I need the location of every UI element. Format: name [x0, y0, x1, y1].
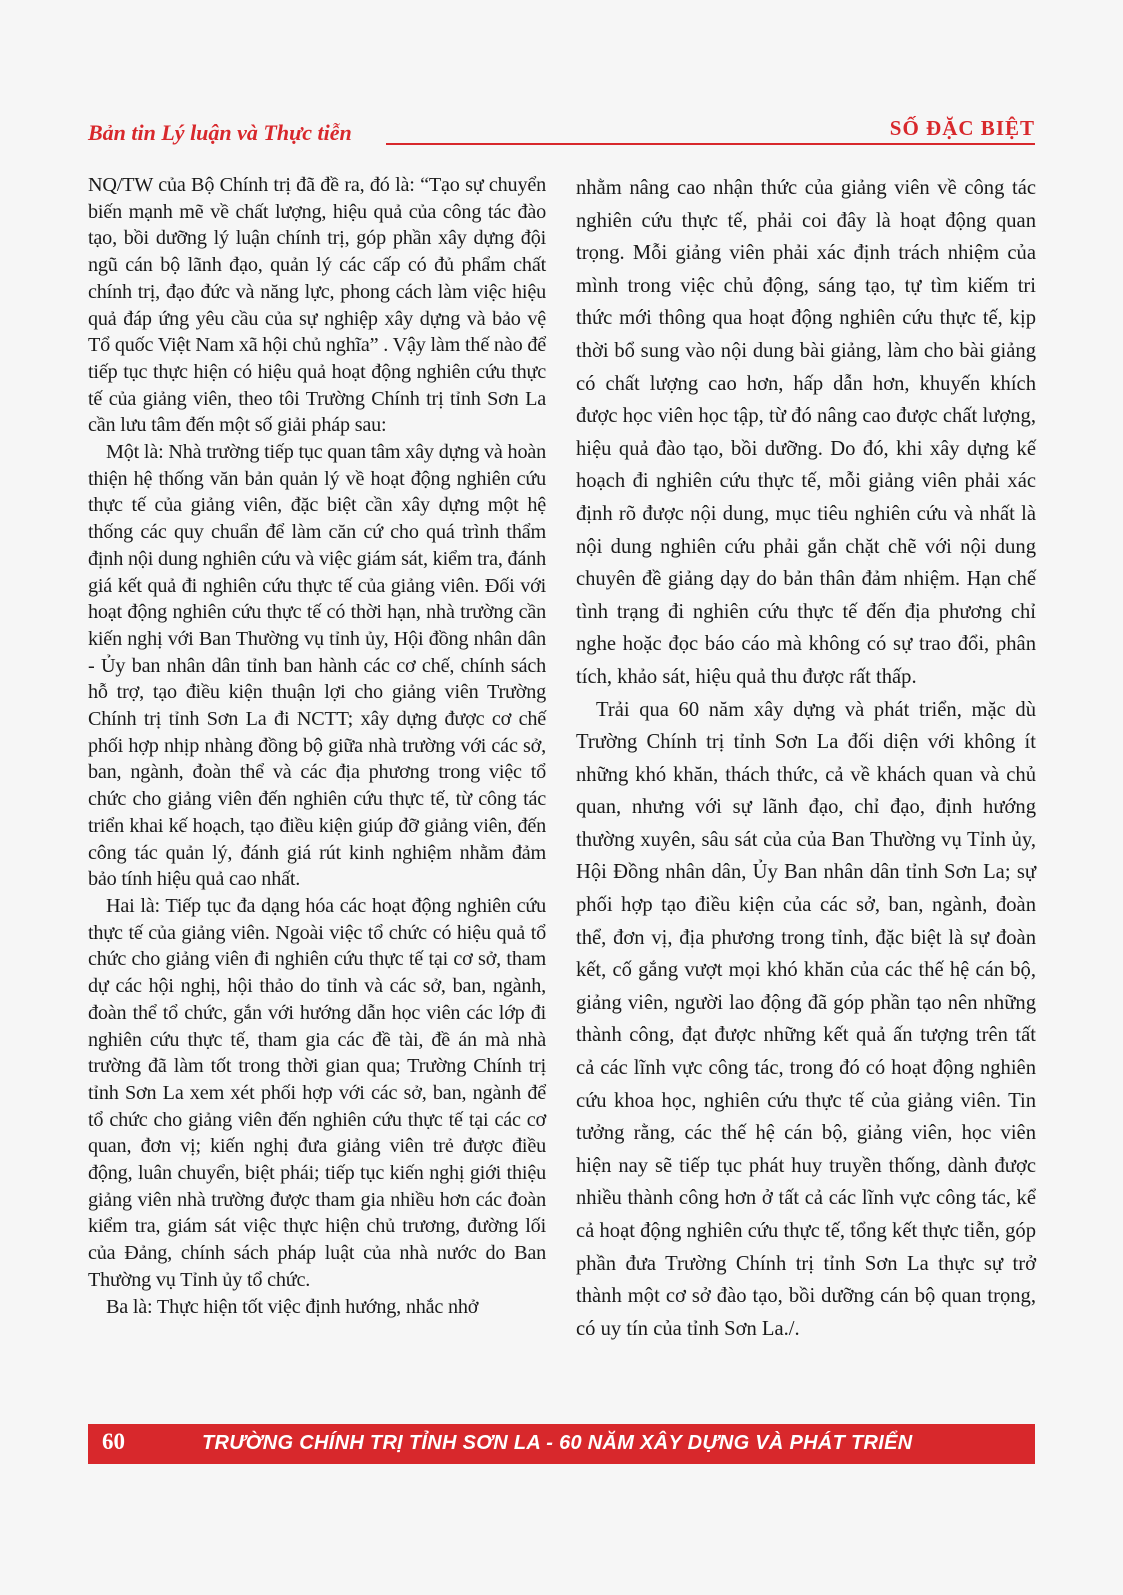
- paragraph: NQ/TW của Bộ Chính trị đã đề ra, đó là: “Tạo sự chuyển biến mạnh mẽ về chất lượng, hiệu quả của công tác đào tạo, bồi dưỡng lý luận chính trị, góp phần xây dựng đội ngũ cán bộ lãnh đạo, quản lý các cấp có đủ phẩm chất chính trị, đạo đức và năng lực, phong cách làm việc hiệu quả đáp ứng yêu cầu của sự nghiệp xây dựng và bảo vệ Tổ quốc Việt Nam xã hội chủ nghĩa” . Vậy làm thế nào để tiếp tục thực hiện có hiệu quả hoạt động nghiên cứu thực tế của giảng viên, theo tôi Trường Chính trị tỉnh Sơn La cần lưu tâm đến một số giải pháp sau:: [88, 174, 546, 437]
- publication-title: Bản tin Lý luận và Thực tiễn: [88, 120, 352, 145]
- paragraph: Một là: Nhà trường tiếp tục quan tâm xây dựng và hoàn thiện hệ thống văn bản quản lý về hoạt động nghiên cứu thực tế của giảng viên, đặc biệt cần xây dựng một hệ thống các quy chuẩn để làm căn cứ cho quá trình thẩm định nội dung nghiên cứu và việc giám sát, kiểm tra, đánh giá kết quả đi nghiên cứu thực tế của giảng viên. Đối với hoạt động nghiên cứu thực tế có thời hạn, nhà trường cần kiến nghị với Ban Thường vụ tỉnh ủy, Hội đồng nhân dân - Ủy ban nhân dân tỉnh ban hành các cơ chế, chính sách hỗ trợ, tạo điều kiện thuận lợi cho giảng viên Trường Chính trị tỉnh Sơn La đi NCTT; xây dựng được cơ chế phối hợp nhịp nhàng đồng bộ giữa nhà trường với các sở, ban, ngành, đoàn thể và các địa phương trong việc tổ chức cho giảng viên đến nghiên cứu thực tế, từ công tác triển khai kế hoạch, tạo điều kiện giúp đỡ giảng viên, đến công tác quản lý, đánh giá rút kinh nghiệm nhằm đảm bảo tính hiệu quả cao nhất.: [88, 441, 546, 891]
- paragraph: nhằm nâng cao nhận thức của giảng viên về công tác nghiên cứu thực tế, phải coi đây là hoạt động quan trọng. Mỗi giảng viên phải xác định trách nhiệm của mình trong việc chủ động, sáng tạo, tự tìm kiếm tri thức mới thông qua hoạt động nghiên cứu thực tế, kịp thời bổ sung vào nội dung bài giảng, làm cho bài giảng có chất lượng cao hơn, hấp dẫn hơn, khuyến khích được học viên học tập, từ đó nâng cao được chất lượng, hiệu quả đào tạo, bồi dưỡng. Do đó, khi xây dựng kế hoạch đi nghiên cứu thực tế, mỗi giảng viên phải xác định rõ được nội dung, mục tiêu nghiên cứu và nhất là nội dung nghiên cứu phải gắn chặt chẽ với nội dung chuyên đề giảng dạy do bản thân đảm nhiệm. Hạn chế tình trạng đi nghiên cứu thực tế đến địa phương chỉ nghe hoặc đọc báo cáo mà không có sự trao đổi, phân tích, khảo sát, hiệu quả thu được rất thấp.: [576, 177, 1036, 688]
- footer-title: TRƯỜNG CHÍNH TRỊ TỈNH SƠN LA - 60 NĂM XÂY DỰNG VÀ PHÁT TRIỂN: [202, 1432, 913, 1454]
- right-column: [576, 172, 1036, 1345]
- page-number: 60: [102, 1429, 125, 1454]
- left-column: [88, 172, 546, 1320]
- paragraph: Trải qua 60 năm xây dựng và phát triển, mặc dù Trường Chính trị tỉnh Sơn La đối diện với không ít những khó khăn, thách thức, cả về khách quan và chủ quan, nhưng với sự lãnh đạo, chỉ đạo, định hướng thường xuyên, sâu sát của của Ban Thường vụ Tỉnh ủy, Hội Đồng nhân dân, Ủy Ban nhân dân tỉnh Sơn La; sự phối hợp tạo điều kiện của các sở, ban, ngành, đoàn thể, đơn vị, địa phương trong tỉnh, đặc biệt là sự đoàn kết, cố gắng vượt mọi khó khăn của các thế hệ cán bộ, giảng viên, người lao động đã góp phần tạo nên những thành công, đạt được những kết quả ấn tượng trên tất cả các lĩnh vực công tác, trong đó có hoạt động nghiên cứu khoa học, nghiên cứu thực tế của giảng viên. Tin tưởng rằng, các thế hệ cán bộ, giảng viên, học viên hiện nay sẽ tiếp tục phát huy truyền thống, dành được nhiều thành công hơn ở tất cả các lĩnh vực công tác, kể cả hoạt động nghiên cứu thực tế, tổng kết thực tiễn, góp phần đưa Trường Chính trị tỉnh Sơn La thực sự trở thành một cơ sở đào tạo, bồi dưỡng cán bộ quan trọng, có uy tín của tỉnh Sơn La./.: [576, 698, 1036, 1340]
- paragraph: Hai là: Tiếp tục đa dạng hóa các hoạt động nghiên cứu thực tế của giảng viên. Ngoài việc tổ chức có hiệu quả tổ chức cho giảng viên đi nghiên cứu thực tế tại cơ sở, tham dự các hội nghị, hội thảo do tỉnh và các sở, ban, ngành, đoàn thể tổ chức, gắn với hướng dẫn học viên các lớp đi nghiên cứu thực tế, tham gia các đề tài, đề án mà nhà trường đã làm tốt trong thời gian qua; Trường Chính trị tỉnh Sơn La xem xét phối hợp với các sở, ban, ngành để tổ chức cho giảng viên đến nghiên cứu thực tế tại các cơ quan, đơn vị; kiến nghị đưa giảng viên trẻ được điều động, luân chuyển, biệt phái; tiếp tục kiến nghị giới thiệu giảng viên nhà trường được tham gia nhiều hơn các đoàn kiểm tra, giám sát việc thực hiện chủ trương, đường lối của Đảng, chính sách pháp luật của nhà nước do Ban Thường vụ Tỉnh ủy tổ chức.: [88, 894, 546, 1291]
- issue-label: SỐ ĐẶC BIỆT: [889, 116, 1035, 140]
- paragraph: Ba là: Thực hiện tốt việc định hướng, nhắc nhở: [106, 1295, 479, 1318]
- header-rule: [386, 143, 1035, 145]
- page-footer: [88, 1424, 1035, 1464]
- page-header: [88, 116, 1035, 150]
